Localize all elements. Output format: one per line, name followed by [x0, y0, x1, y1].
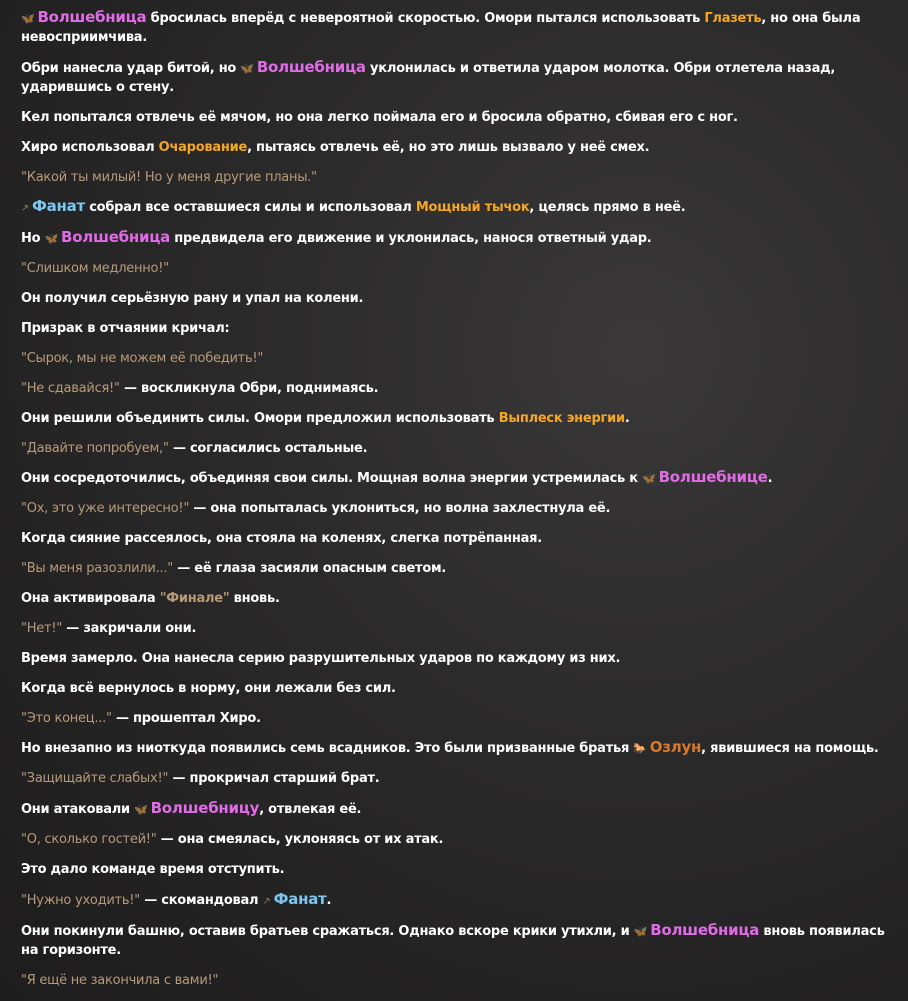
skill-finale: "Финале"	[159, 591, 230, 607]
story-paragraph-10: Призрак в отчаянии кричал:	[21, 321, 230, 337]
wand-icon: ⸕	[21, 201, 29, 215]
character-fan: Фанат	[32, 197, 85, 216]
story-paragraph-4: Хиро использовал Очарование, пытаясь отвлечь её, но это лишь вызвало у неё смех.	[21, 139, 650, 155]
story-paragraph-16: "Ох, это уже интересно!" — она попыталась уклониться, но волна захлестнула её.	[21, 501, 611, 517]
character-fan: Фанат	[273, 889, 327, 908]
story-paragraph-19: Она активировала "Финале" вновь.	[21, 591, 280, 607]
story-paragraph-22: Когда всё вернулось в норму, они лежали без сил.	[21, 680, 396, 696]
story-paragraph-26: Они атаковали 🦋 Волшебницу, отвлекая её.	[21, 799, 362, 818]
character-sorceress: Волшебница	[61, 228, 170, 247]
butterfly-icon: 🦋	[633, 924, 648, 938]
story-paragraph-11	[21, 349, 893, 368]
story-paragraph-14: "Давайте попробуем," — согласились остальные.	[21, 440, 368, 456]
story-paragraph-20: "Нет!" — закричали они.	[21, 620, 197, 636]
character-sorceress: Волшебнице	[658, 468, 768, 487]
story-paragraph-30: Они покинули башню, оставив братьев сражаться. Однако вскоре крики утихли, и 🦋 Волшебница вновь появилась на горизонте.	[21, 920, 885, 958]
story-paragraph-24: Но внезапно из ниоткуда появились семь всадников. Это были призванные братья 🐎 Озлун, явившиеся на помощь.	[21, 738, 879, 757]
butterfly-icon: 🦋	[44, 232, 59, 246]
dialogue-quote: "Давайте попробуем,"	[21, 440, 169, 456]
story-paragraph-29: "Нужно уходить!" — скомандовал ⸕ Фанат.	[21, 889, 332, 908]
dialogue-quote: "Сырок, мы не можем её победить!"	[21, 350, 264, 366]
character-ozlun: Озлун	[649, 738, 702, 757]
character-sorceress: Волшебница	[37, 8, 147, 26]
story-log	[21, 8, 893, 1001]
story-paragraph-21: Время замерло. Она нанесла серию разрушительных ударов по каждому из них.	[21, 650, 621, 666]
story-paragraph-25: "Защищайте слабых!" — прокричал старший брат.	[21, 771, 380, 787]
story-paragraph-31	[21, 971, 893, 990]
butterfly-icon: 🦋	[21, 12, 35, 25]
story-paragraph-15: Они сосредоточились, объединяя свои силы. Мощная волна энергии устремилась к 🦋 Волшебнице.	[21, 468, 773, 487]
story-paragraph-27: "О, сколько гостей!" — она смеялась, уклоняясь от их атак.	[21, 832, 444, 848]
skill-power-poke: Мощный тычок	[415, 200, 530, 216]
dialogue-quote: "Я ещё не закончила с вами!"	[21, 972, 219, 988]
character-sorceress: Волшебницу	[150, 799, 260, 818]
story-paragraph-5	[21, 168, 893, 187]
dialogue-quote: "Не сдавайся!"	[21, 380, 120, 396]
dialogue-quote: "Нужно уходить!"	[21, 892, 140, 908]
story-paragraph-18: "Вы меня разозлили..." — её глаза засияли опасным светом.	[21, 561, 447, 577]
story-paragraph-6: ⸕ Фанат собрал все оставшиеся силы и использовал Мощный тычок, целясь прямо в неё.	[21, 197, 686, 216]
story-paragraph-28: Это дало команде время отступить.	[21, 862, 285, 878]
character-sorceress: Волшебница	[256, 57, 366, 76]
dialogue-quote: "Это конец..."	[21, 710, 112, 726]
story-paragraph-13: Они решили объединить силы. Омори предложил использовать Выплеск энергии.	[21, 410, 630, 426]
skill-energy-burst: Выплеск энергии	[498, 410, 625, 426]
dialogue-quote: "Защищайте слабых!"	[21, 771, 169, 787]
story-paragraph-17: Когда сияние рассеялось, она стояла на коленях, слегка потрёпанная.	[21, 531, 542, 547]
character-sorceress: Волшебница	[650, 920, 760, 939]
story-paragraph-1: 🦋 Волшебница бросилась вперёд с невероятной скоростью. Омори пытался использовать Глазеть, но она была невосприимчива.	[21, 8, 861, 45]
wand-icon: ⸕	[262, 893, 271, 907]
story-paragraph-12: "Не сдавайся!" — воскликнула Обри, поднимаясь.	[21, 380, 379, 396]
story-paragraph-7: Но 🦋 Волшебница предвидела его движение и уклонилась, нанося ответный удар.	[21, 228, 652, 247]
dialogue-quote: "Вы меня разозлили..."	[21, 561, 173, 577]
story-paragraph-2: Обри нанесла удар битой, но 🦋 Волшебница уклонилась и ответила ударом молотка. Обри отлетела назад, ударившись о стену.	[21, 57, 836, 95]
butterfly-icon: 🦋	[642, 472, 656, 486]
dialogue-quote: "Какой ты милый! Но у меня другие планы."	[21, 169, 317, 185]
skill-stare: Глазеть	[704, 11, 762, 26]
dialogue-quote: "О, сколько гостей!"	[21, 832, 157, 848]
butterfly-icon: 🦋	[134, 803, 148, 817]
story-paragraph-23: "Это конец..." — прошептал Хиро.	[21, 710, 261, 726]
story-paragraph-9: Он получил серьёзную рану и упал на колени.	[21, 291, 364, 307]
skill-charm: Очарование	[158, 139, 248, 155]
horse-icon: 🐎	[633, 742, 647, 756]
story-paragraph-8	[21, 259, 893, 278]
butterfly-icon: 🦋	[240, 61, 254, 75]
dialogue-quote: "Ох, это уже интересно!"	[21, 501, 190, 517]
dialogue-quote: "Нет!"	[21, 620, 63, 636]
story-paragraph-3: Кел попытался отвлечь её мячом, но она легко поймала его и бросила обратно, сбивая его с ног.	[21, 109, 738, 125]
dialogue-quote: "Слишком медленно!"	[21, 261, 169, 277]
